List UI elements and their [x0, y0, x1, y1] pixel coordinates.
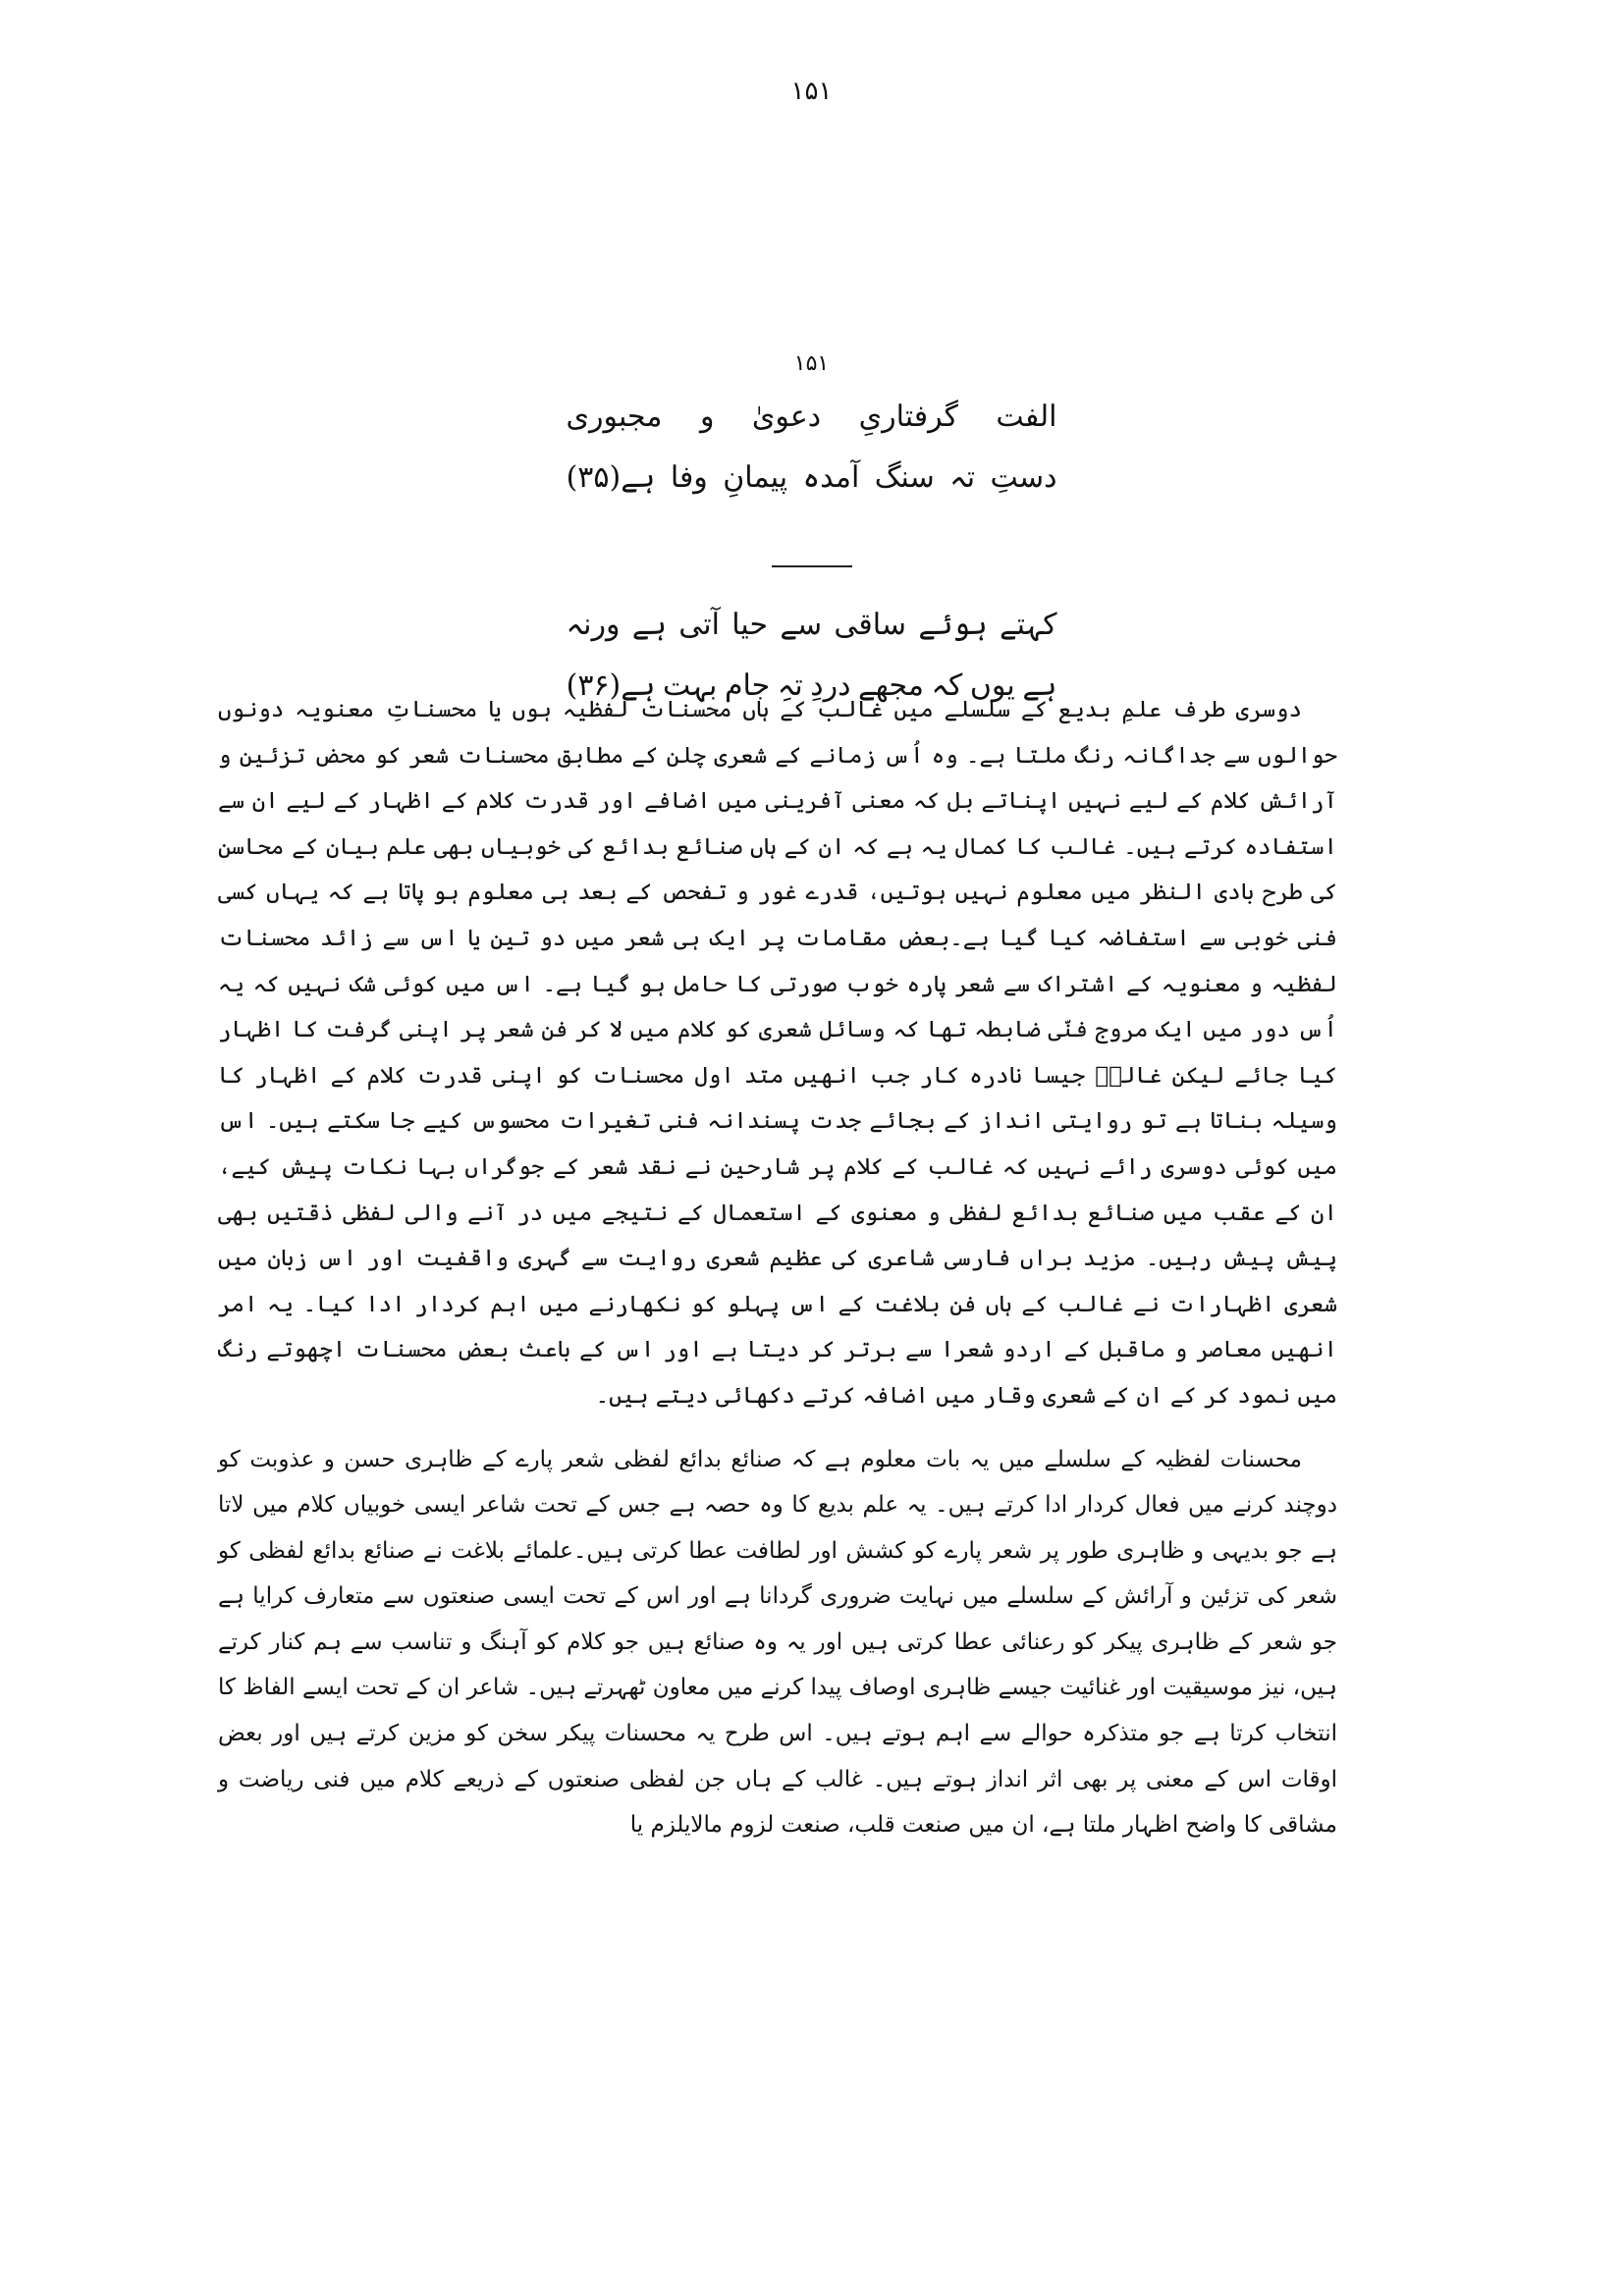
paragraph: محسنات لفظیہ کے سلسلے میں یہ بات معلوم ہے کہ صنائع بدائع لفظی شعر پارے کے ظاہری حسن و عذوبت کو دوچند کرنے میں فعال کردار ادا کرتے ہیں۔ یہ علم بدیع کا وہ حصہ ہے جس کے تحت شاعر ایسی خوبیاں کلام میں لاتا ہے جو بدیہی و ظاہری طور پر شعر پارے کو کشش اور لطافت عطا کرتی ہیں۔علمائے بلاغت نے صنائع بدائع لفظی کو شعر کی تزئین و آرائش کے سلسلے میں نہایت ضروری گردانا ہے اور اس کے تحت ایسی صنعتوں سے متعارف کرایا ہے جو شعر کے ظاہری پیکر کو رعنائی عطا کرتی ہیں اور یہ وہ صنائع ہیں جو کلام کو آہنگ و تناسب سے ہم کنار کرتے ہیں، نیز موسیقیت اور غنائیت جیسے ظاہری اوصاف پیدا کرنے میں معاون ٹھہرتے ہیں۔ شاعر ان کے تحت ایسے الفاظ کا انتخاب کرتا ہے جو متذکرہ حوالے سے اہم ہوتے ہیں۔ اس طرح یہ محسنات پیکر سخن کو مزین کرتے ہیں اور بعض اوقات اس کے معنی پر بھی اثر انداز ہوتے ہیں۔ غالب کے ہاں جن لفظی صنعتوں کے ذریعے کلام میں فنی ریاضت و مشاقی کا واضح اظہار ملتا ہے، ان میں صنعت قلب، صنعت لزوم مالایلزم یا — [218, 1446, 1337, 1839]
verse-word: دعویٰ — [751, 400, 822, 434]
prose-body — [218, 687, 1337, 1848]
verse-word: جام — [724, 668, 771, 703]
verse-word: بہت — [662, 668, 718, 703]
verse-word: آمدہ — [802, 460, 860, 495]
verse-word: سنگ — [874, 460, 935, 495]
couplet-1 — [567, 389, 1057, 510]
verse-word: ہے(۳۵) — [566, 460, 656, 495]
verse-word: آتی — [678, 608, 720, 642]
verse-line — [567, 450, 1057, 510]
verse-word: گرفتاریِ — [858, 400, 958, 434]
verse-word: ورنہ — [566, 608, 621, 642]
page-number-inner: ۱۵۱ — [793, 351, 830, 376]
verse-word: یوں — [969, 668, 1015, 703]
verse-word: وفا — [670, 460, 708, 495]
verse-word: ہے — [631, 608, 667, 642]
verse-word: ساقی — [834, 608, 907, 642]
verse-word: ہے(۳۶) — [566, 668, 656, 703]
verse-word: و — [699, 400, 715, 434]
verse-word: سے — [780, 608, 823, 642]
verse-word: تہِ — [777, 668, 803, 703]
verse-word: الفت — [996, 400, 1057, 434]
verse-word: دردِ — [810, 668, 851, 703]
page-number-top: ۱۵۱ — [790, 77, 833, 106]
verse-word: کہتے — [1000, 608, 1057, 642]
verse-line — [567, 597, 1057, 658]
poetry-block — [0, 349, 1623, 719]
verse-word: مجبوری — [566, 400, 663, 434]
paragraph: دوسری طرف علمِ بدیع کے سلسلے میں غالب کے ہاں محسنات لفظیہ ہوں یا محسناتِ معنویہ دونوں حوالوں سے جداگانہ رنگ ملتا ہے۔ وہ اُس زمانے کے شعری چلن کے مطابق محسنات شعر کو محض تزئین و آرائش کلام کے لیے نہیں اپناتے بل کہ معنی آفرینی میں اضافے اور قدرت کلام کے اظہار کے لیے ان سے استفادہ کرتے ہیں۔ غالب کا کمال یہ ہے کہ ان کے ہاں صنائع بدائع کی خوبیاں بھی علم بیان کے محاسن کی طرح بادی النظر میں معلوم نہیں ہوتیں، قدرے غور و تفحص کے بعد ہی معلوم ہو پاتا ہے کہ یہاں کسی فنی خوبی سے استفاضہ کیا گیا ہے۔بعض مقامات پر ایک ہی شعر میں دو تین یا اس سے زائد محسنات لفظیہ و معنویہ کے اشتراک سے شعر پارہ خوب صورتی کا حامل ہو گیا ہے۔ اس میں کوئی شک نہیں کہ یہ اُس دور میں ایک مروج فنّی ضابطہ تھا کہ وسائل شعری کو کلام میں لا کر فن شعر پر اپنی گرفت کا اظہار کیا جائے لیکن غالبؔ جیسا نادرہ کار جب انھیں متد اول محسنات کو اپنی قدرت کلام کے اظہار کا وسیلہ بناتا ہے تو روایتی انداز کے بجائے جدت پسندانہ فنی تغیرات محسوس کیے جا سکتے ہیں۔ اس میں کوئی دوسری رائے نہیں کہ غالب کے کلام پر شارحین نے نقد شعر کے جوگراں بہا نکات پیش کیے، ان کے عقب میں صنائع بدائع لفظی و معنوی کے استعمال کے نتیجے میں در آنے والی لفظی ذقتیں بھی پیش پیش رہیں۔ مزید براں فارسی شاعری کی عظیم شعری روایت سے گہری واقفیت اور اس زبان میں شعری اظہارات نے غالب کے ہاں فن بلاغت کے اس پہلو کو نکھارنے میں اہم کردار ادا کیا۔ یہ امر انھیں معاصر و ماقبل کے اردو شعرا سے برتر کر دیتا ہے اور اس کے باعث بعض محسنات اچھوتے رنگ میں نمود کر کے ان کے شعری وقار میں اضافہ کرتے دکھائی دیتے ہیں۔ — [218, 697, 1337, 1409]
section-divider — [772, 565, 852, 567]
verse-word: ہے — [1022, 668, 1057, 703]
verse-word: دستِ — [990, 460, 1057, 495]
verse-word: ہوئے — [918, 608, 988, 642]
verse-line — [567, 389, 1057, 450]
verse-word: مجھے — [858, 668, 924, 703]
verse-word: تہ — [949, 460, 976, 495]
verse-word: کہ — [931, 668, 963, 703]
verse-word: حیا — [731, 608, 769, 642]
verse-word: پیمانِ — [723, 460, 788, 495]
